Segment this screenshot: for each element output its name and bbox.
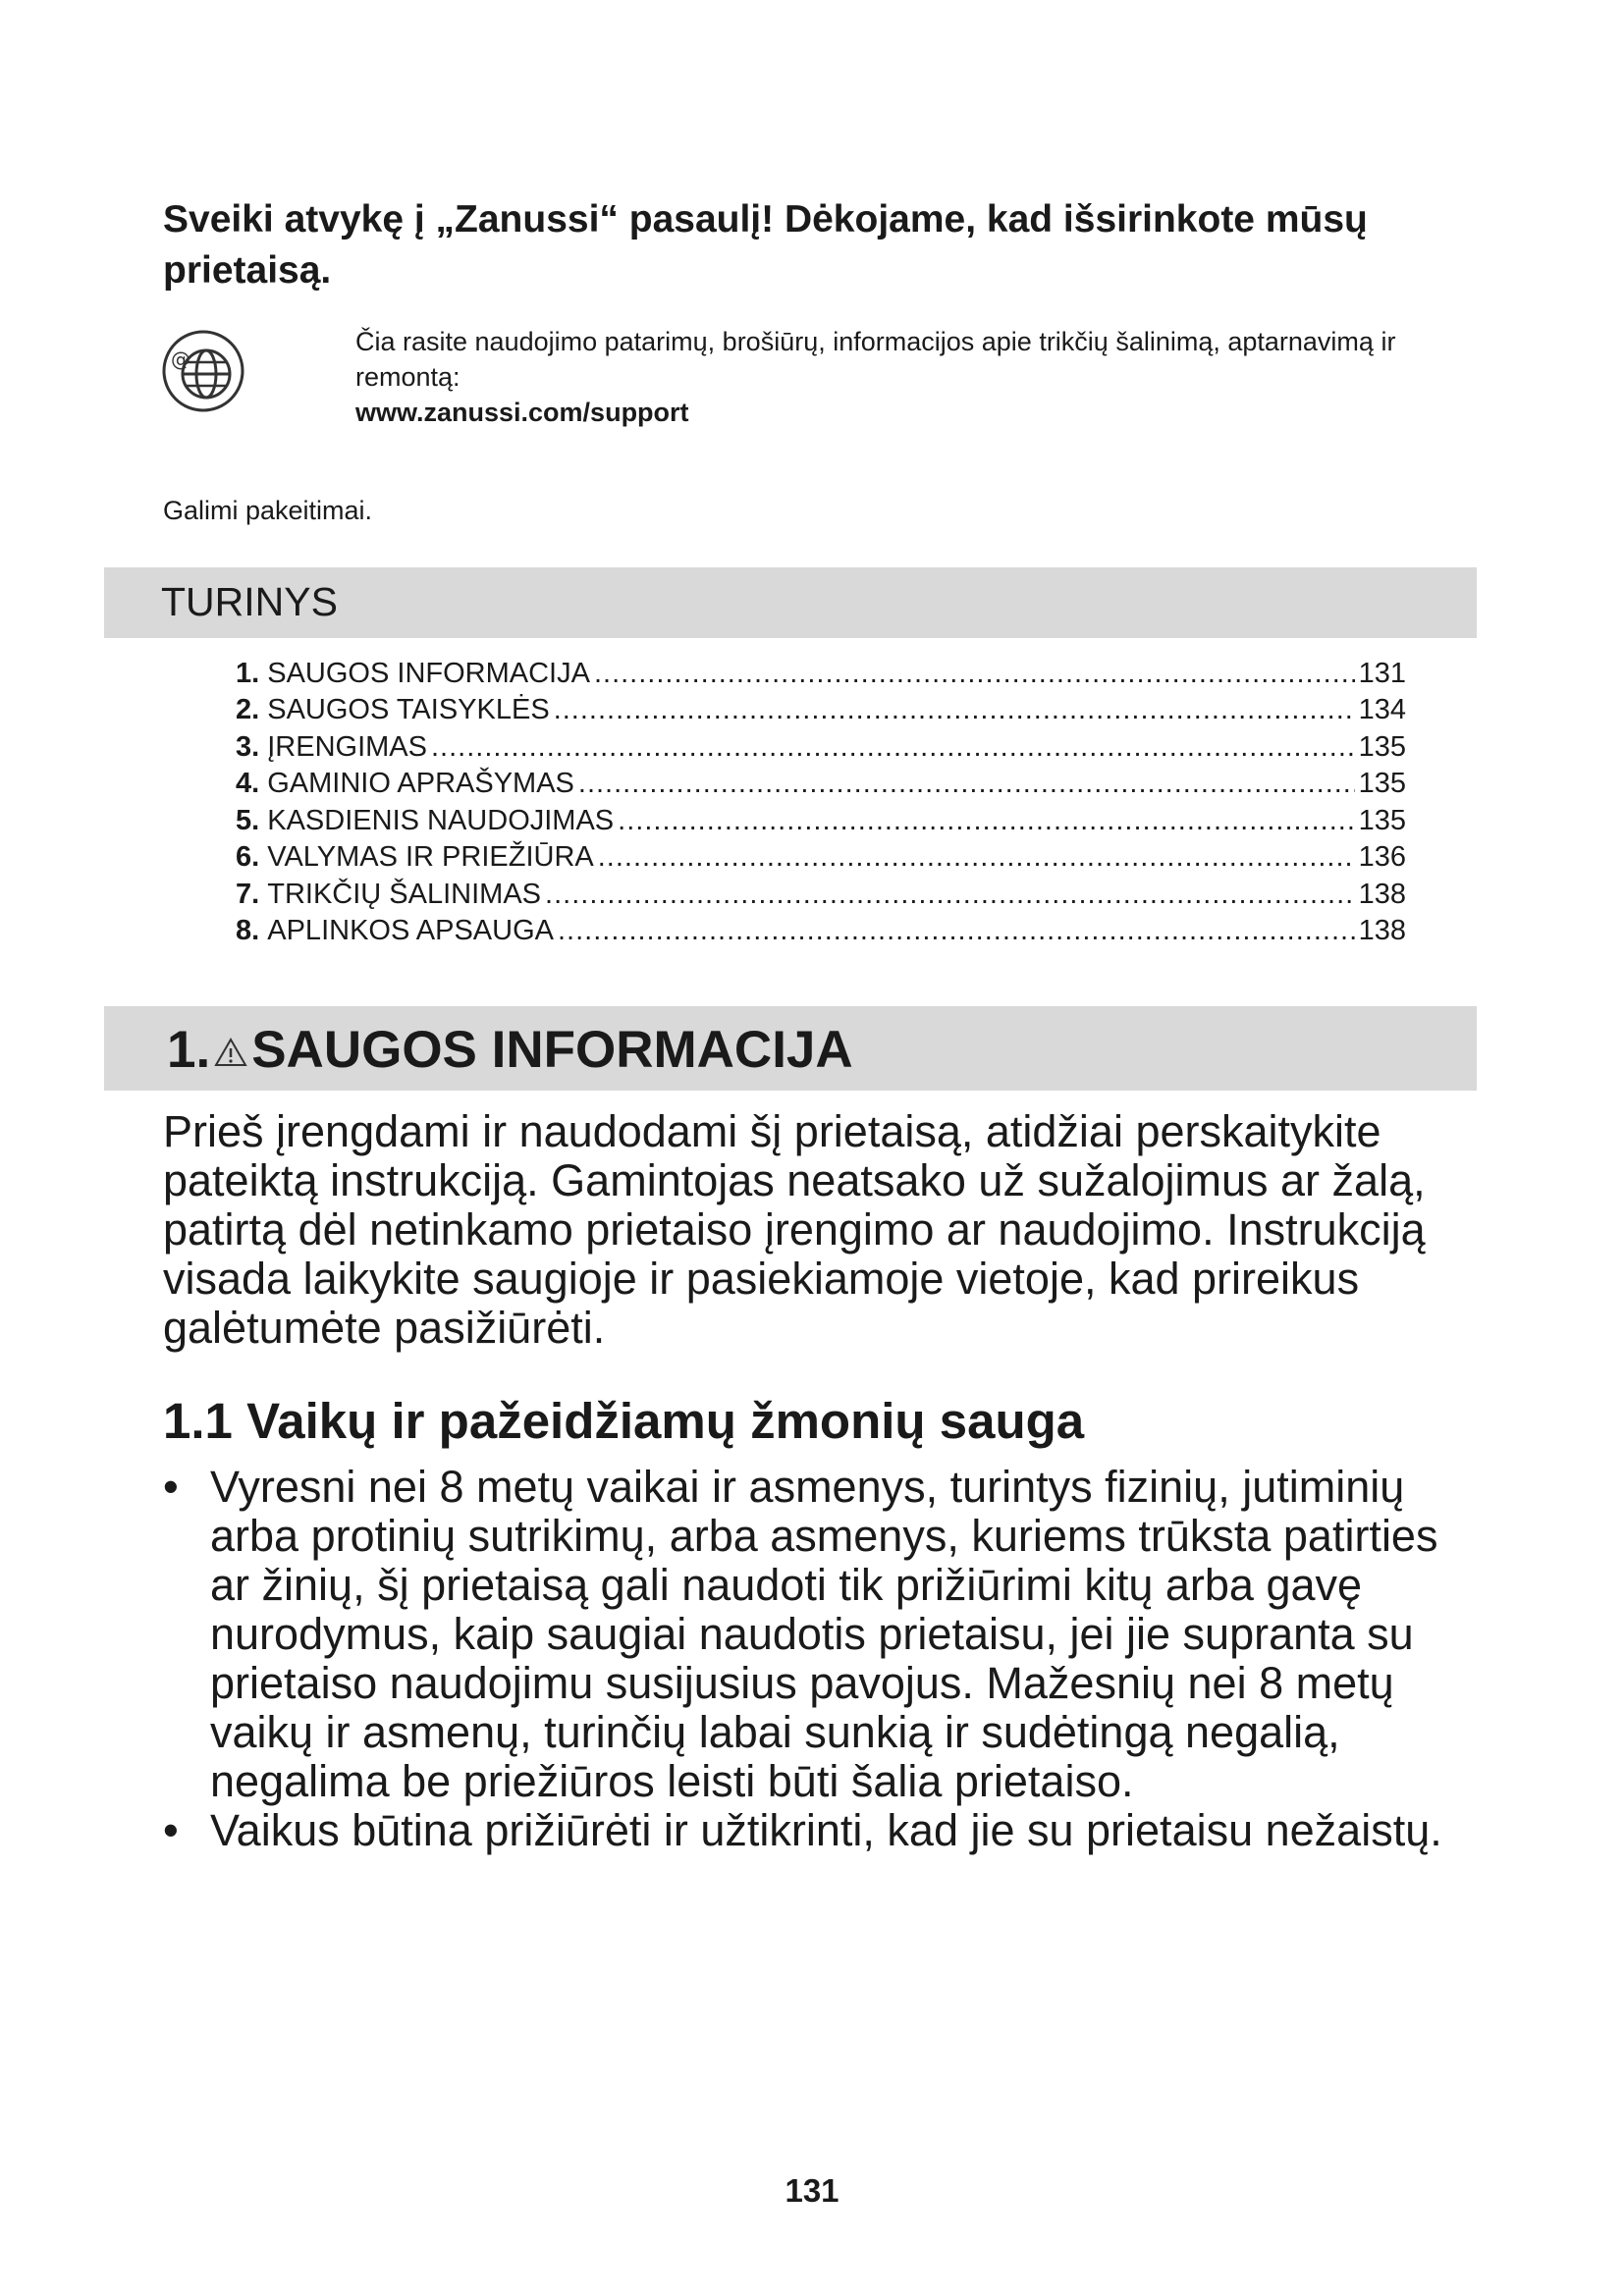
toc-header-bar (104, 567, 1477, 638)
toc-leader-dots (558, 915, 1355, 947)
bullet-dot: • (163, 1805, 179, 1855)
toc-leader-dots (618, 805, 1354, 837)
bullet-item (163, 1463, 1489, 1806)
toc-item-label: GAMINIO APRAŠYMAS (267, 768, 574, 799)
bullet-item (163, 1806, 1489, 1855)
welcome-heading: Sveiki atvykę į „Zanussi“ pasaulį! Dėkojame, kad išsirinkote mūsų prietaisą. (163, 198, 1368, 292)
section-intro-paragraph: Prieš įrengdami ir naudodami šį prietaisą, atidžiai perskaitykite pateiktą instrukciją. Gamintojas neatsako už sužalojimus ar žalą, patirtą dėl netinkamo prietaiso įrengimo ar naudojimo. Instrukciją visada laikykite saugioje ir pasiekiamoje vietoje, kad prireikus galėtumėte pasižiūrėti. (163, 1106, 1426, 1353)
toc-item-page: 135 (1358, 804, 1406, 836)
toc-item[interactable] (236, 764, 1406, 801)
bullet-text: Vaikus būtina prižiūrėti ir užtikrinti, kad jie su prietaisu nežaistų. (210, 1805, 1442, 1855)
toc-item-label: SAUGOS INFORMACIJA (267, 657, 590, 689)
svg-text:@: @ (171, 347, 190, 371)
toc-item-number: 6. (236, 841, 260, 873)
toc-leader-dots (598, 841, 1355, 874)
toc-item-number: 3. (236, 730, 260, 763)
toc-item[interactable] (236, 690, 1406, 727)
toc-item-label: SAUGOS TAISYKLĖS (267, 694, 550, 725)
toc-item-page: 138 (1358, 915, 1406, 946)
toc-item-page: 134 (1358, 694, 1406, 725)
toc-leader-dots (578, 768, 1355, 800)
toc-leader-dots (431, 731, 1355, 764)
toc-title: TURINYS (161, 579, 338, 624)
toc-item-number: 4. (236, 768, 260, 799)
bullet-list (163, 1463, 1489, 1855)
toc-item-label: TRIKČIŲ ŠALINIMAS (267, 878, 542, 910)
toc-item-number: 7. (236, 878, 260, 910)
toc-item-number: 1. (236, 657, 260, 689)
toc-item-number: 2. (236, 694, 260, 725)
section-header-bar (104, 1006, 1477, 1091)
toc-item[interactable] (236, 837, 1406, 875)
toc-item-page: 138 (1358, 878, 1406, 910)
toc-leader-dots (545, 879, 1355, 911)
section-number: 1. (167, 1021, 211, 1079)
toc-item[interactable] (236, 800, 1406, 837)
toc-item-number: 5. (236, 804, 260, 836)
toc-item-number: 8. (236, 915, 260, 946)
toc-leader-dots (594, 658, 1355, 690)
support-text: Čia rasite naudojimo patarimų, brošiūrų, informacijos apie trikčių šalinimą, aptarnavimą ir remontą: (355, 327, 1396, 392)
toc-item-label: ĮRENGIMAS (267, 730, 427, 763)
subsection-title: 1.1 Vaikų ir pažeidžiamų žmonių sauga (163, 1393, 1085, 1449)
toc-item-label: KASDIENIS NAUDOJIMAS (267, 804, 615, 836)
toc-item-label: VALYMAS IR PRIEŽIŪRA (267, 841, 594, 873)
toc-item[interactable] (236, 874, 1406, 911)
globe-at-icon (161, 329, 245, 413)
toc-item-page: 135 (1358, 730, 1406, 763)
toc-item-page: 131 (1358, 657, 1406, 689)
section-title-text: SAUGOS INFORMACIJA (251, 1021, 853, 1079)
changes-note: Galimi pakeitimai. (163, 496, 373, 525)
toc-item-page: 136 (1358, 841, 1406, 873)
bullet-text: Vyresni nei 8 metų vaikai ir asmenys, turintys fizinių, jutiminių arba protinių sutrikimų, arba asmenys, kuriems trūksta patirties ar žinių, šį prietaisą gali naudoti tik prižiūrimi kitų arba gavę nurodymus, kaip saugiai naudotis prietaisu, jei jie supranta su prietaiso naudojimu susijusius pavojus. Mažesnių nei 8 metų vaikų ir asmenų, turinčių labai sunkią ir sudėtingą negalią, negalima be priežiūros leisti būti šalia prietaiso. (210, 1462, 1438, 1806)
toc-item[interactable] (236, 653, 1406, 690)
support-info (355, 324, 1435, 430)
warning-icon (214, 1038, 247, 1067)
page-number: 131 (785, 2172, 839, 2209)
toc-item-page: 135 (1358, 768, 1406, 799)
toc-list (236, 653, 1406, 947)
support-url-link[interactable]: www.zanussi.com/support (355, 398, 689, 427)
toc-leader-dots (554, 694, 1355, 726)
section-title (167, 1020, 853, 1080)
bullet-dot: • (163, 1462, 179, 1512)
toc-item[interactable] (236, 726, 1406, 764)
toc-item[interactable] (236, 911, 1406, 948)
toc-item-label: APLINKOS APSAUGA (267, 915, 554, 946)
